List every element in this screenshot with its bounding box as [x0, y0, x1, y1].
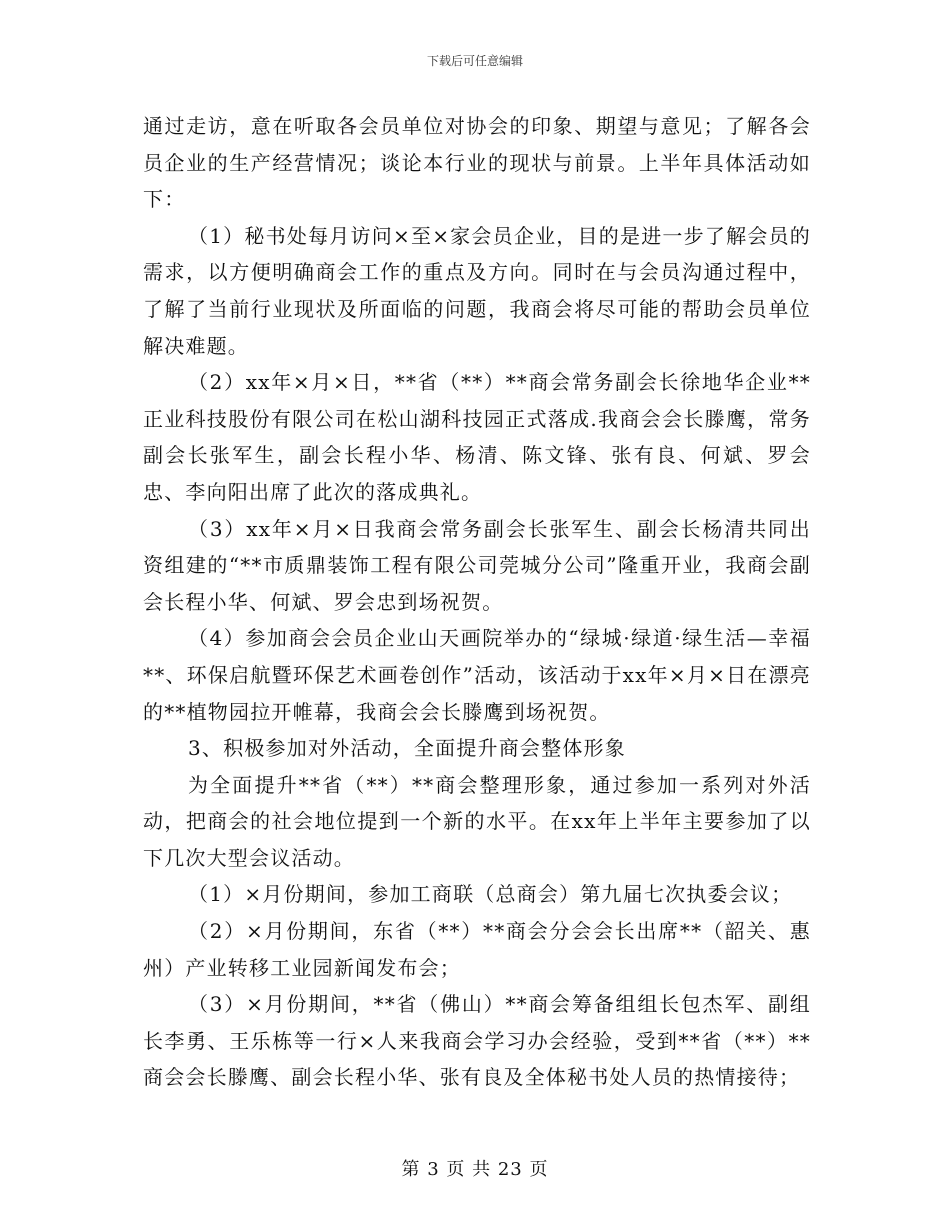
paragraph-intro: 通过走访，意在听取各会员单位对协会的印象、期望与意见；了解各会员企业的生产经营情况；谈论本行业的现状与前景。上半年具体活动如下： — [143, 114, 811, 212]
page-header: 下载后可任意编辑 — [426, 54, 523, 68]
paragraph-section-intro: 为全面提升**省（**）**商会整理形象，通过参加一系列对外活动，把商会的社会地位提到一个新的水平。在xx年上半年主要参加了以下几次大型会议活动。 — [143, 772, 811, 870]
paragraph-item-3: （3）xx年×月×日我商会常务副会长张军生、副会长杨清共同出资组建的“**市质鼎装饰工程有限公司莞城分公司”隆重开业，我商会副会长程小华、何斌、罗会忠到场祝贺。 — [143, 516, 811, 614]
document-body — [143, 108, 811, 1096]
paragraph-activity-1: （1）×月份期间，参加工商联（总商会）第九届七次执委会议； — [188, 882, 793, 907]
paragraph-item-4: （4）参加商会会员企业山天画院举办的“绿城·绿道·绿生活—幸福**、环保启航暨环保艺术画卷创作”活动，该活动于xx年×月×日在漂亮的**植物园拉开帷幕，我商会会长滕鹰到场祝贺。 — [143, 626, 811, 724]
paragraph-activity-3: （3）×月份期间，**省（佛山）**商会筹备组组长包杰军、副组长李勇、王乐栋等一行×人来我商会学习办会经验，受到**省（**）**商会会长滕鹰、副会长程小华、张有良及全体秘书处人员的热情接待； — [143, 992, 811, 1090]
paragraph-item-1: （1）秘书处每月访问×至×家会员企业，目的是进一步了解会员的需求，以方便明确商会工作的重点及方向。同时在与会员沟通过程中，了解了当前行业现状及所面临的问题，我商会将尽可能的帮助会员单位解决难题。 — [143, 223, 811, 358]
paragraph-item-2: （2）xx年×月×日，**省（**）**商会常务副会长徐地华企业**正业科技股份有限公司在松山湖科技园正式落成.我商会会长滕鹰，常务副会长张军生，副会长程小华、杨清、陈文锋、张有良、何斌、罗会忠、李向阳出席了此次的落成典礼。 — [143, 370, 811, 504]
paragraph-activity-2: （2）×月份期间，东省（**）**商会分会会长出席**（韶关、惠州）产业转移工业园新闻发布会； — [143, 919, 811, 980]
page-footer: 第 3 页 共 23 页 — [401, 1159, 549, 1180]
section-heading: 3、积极参加对外活动，全面提升商会整体形象 — [188, 736, 626, 761]
